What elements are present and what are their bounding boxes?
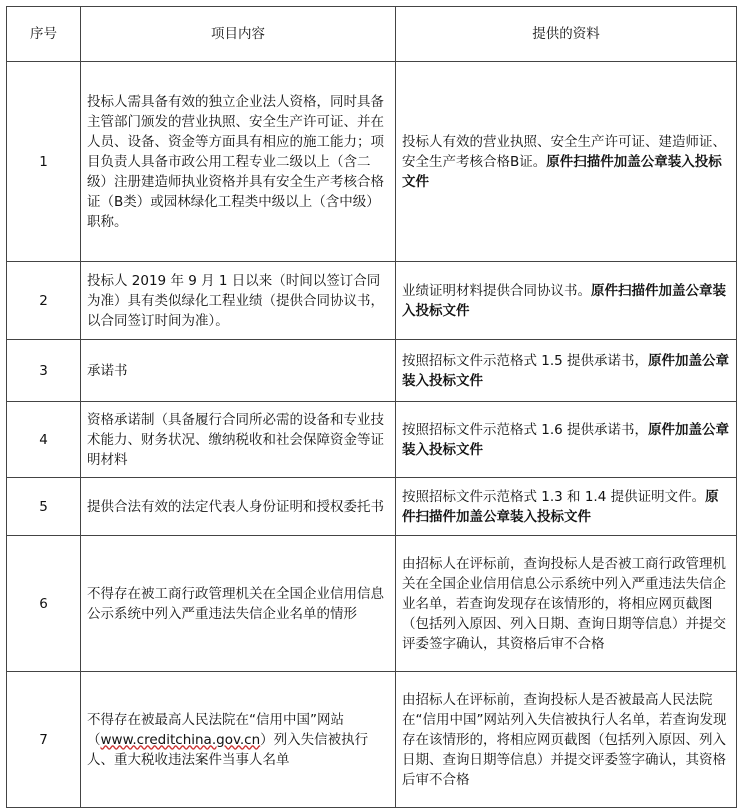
content-text: ）列入失信被执行人、重大税收违法案件当事人名单 [87, 731, 369, 768]
row-number: 5 [7, 478, 81, 536]
docs-text: 按照招标文件示范格式 1.6 提供承诺书， [402, 421, 649, 438]
table-row [7, 262, 737, 340]
table-row [7, 402, 737, 478]
row-docs [396, 402, 737, 478]
row-number: 1 [7, 62, 81, 262]
row-content [81, 672, 396, 808]
table-row [7, 62, 737, 262]
table-row [7, 340, 737, 402]
row-docs [396, 340, 737, 402]
row-content: 投标人 2019 年 9 月 1 日以来（时间以签订合同为准）具有类似绿化工程业绩（提供合同协议书，以合同签订时间为准）。 [81, 262, 396, 340]
row-docs [396, 62, 737, 262]
header-content: 项目内容 [81, 7, 396, 62]
header-seq: 序号 [7, 7, 81, 62]
row-number: 2 [7, 262, 81, 340]
docs-bold-text: 原件扫描件加盖公章装入投标文件 [402, 153, 722, 190]
row-docs [396, 262, 737, 340]
docs-bold-text: 原件扫描件加盖公章装入投标文件 [402, 282, 726, 319]
row-number: 6 [7, 536, 81, 672]
docs-bold-text: 原件加盖公章装入投标文件 [402, 421, 730, 458]
content-text: 不得存在被最高人民法院在“信用中国”网站（ [87, 711, 344, 748]
row-number: 4 [7, 402, 81, 478]
row-content: 提供合法有效的法定代表人身份证明和授权委托书 [81, 478, 396, 536]
docs-text: 由招标人在评标前，查询投标人是否被工商行政管理机关在全国企业信用信息公示系统中列入严重违法失信企业名单，若查询发现存在该情形的，将相应网页截图（包括列入原因、列入日期、查询日期等信息）并提交评委签字确认，其资格后审不合格 [402, 555, 726, 652]
docs-bold-text: 原件加盖公章装入投标文件 [402, 352, 730, 389]
docs-text: 按照招标文件示范格式 1.5 提供承诺书， [402, 352, 649, 369]
table-row [7, 478, 737, 536]
row-content: 不得存在被工商行政管理机关在全国企业信用信息公示系统中列入严重违法失信企业名单的情形 [81, 536, 396, 672]
docs-bold-text: 原件扫描件加盖公章装入投标文件 [402, 488, 719, 525]
table-row [7, 536, 737, 672]
row-content: 投标人需具备有效的独立企业法人资格，同时具备主管部门颁发的营业执照、安全生产许可证、并在人员、设备、资金等方面具有相应的施工能力；项目负责人具备市政公用工程专业二级以上（含二级）注册建造师执业资格并具有安全生产考核合格证（B类）或园林绿化工程类中级以上（含中级）职称。 [81, 62, 396, 262]
row-content: 资格承诺制（具备履行合同所必需的设备和专业技术能力、财务状况、缴纳税收和社会保障资金等证明材料 [81, 402, 396, 478]
row-docs [396, 536, 737, 672]
docs-text: 投标人有效的营业执照、安全生产许可证、建造师证、安全生产考核合格B证。 [402, 133, 726, 170]
row-number: 3 [7, 340, 81, 402]
row-docs [396, 672, 737, 808]
table-header-row [7, 7, 737, 62]
row-content: 承诺书 [81, 340, 396, 402]
docs-text: 由招标人在评标前，查询投标人是否被最高人民法院在“信用中国”网站列入失信被执行人名单，若查询发现存在该情形的，将相应网页截图（包括列入原因、列入日期、查询日期等信息）并提交评委签字确认，其资格后审不合格 [402, 691, 727, 788]
qualification-table [6, 6, 737, 808]
row-number: 7 [7, 672, 81, 808]
docs-text: 业绩证明材料提供合同协议书。 [402, 282, 591, 299]
table-row [7, 672, 737, 808]
website-link[interactable]: www.creditchina.gov.cn [100, 731, 261, 748]
docs-text: 按照招标文件示范格式 1.3 和 1.4 提供证明文件。 [402, 488, 706, 505]
header-docs: 提供的资料 [396, 7, 737, 62]
row-docs [396, 478, 737, 536]
